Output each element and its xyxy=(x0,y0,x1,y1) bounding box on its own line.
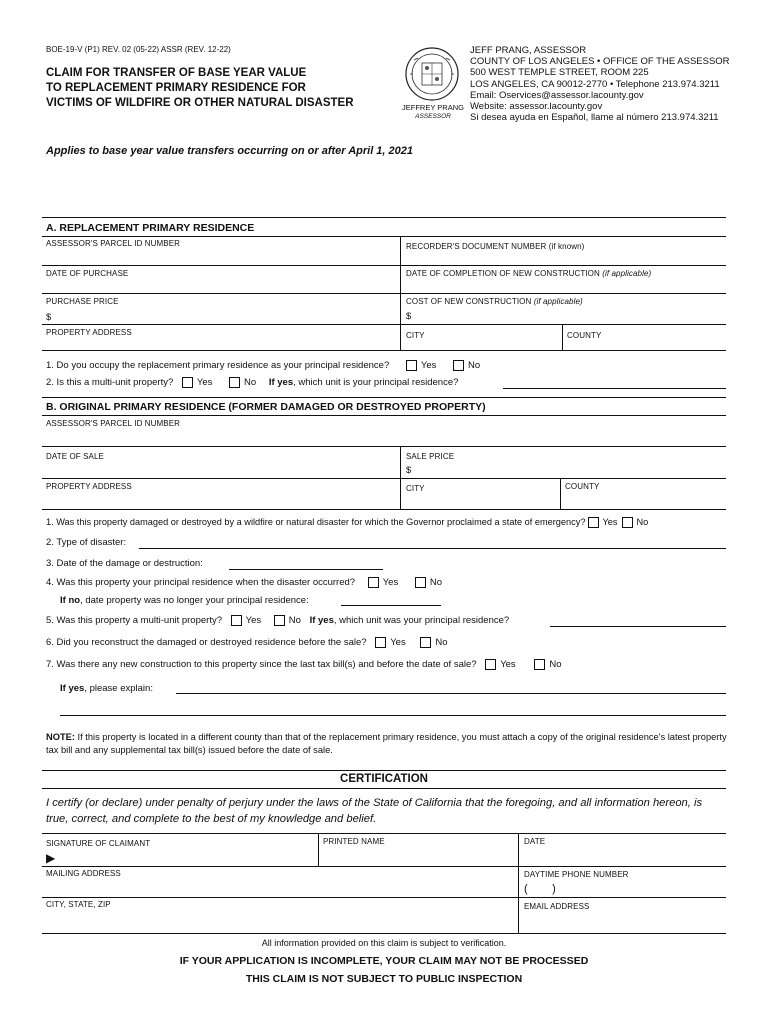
a-question-1: 1. Do you occupy the replacement primary residence as your principal residence? Yes No xyxy=(46,360,481,372)
a-q1-yes-checkbox[interactable] xyxy=(406,360,417,371)
a-recorder-label: RECORDER'S DOCUMENT NUMBER (if known) xyxy=(406,242,585,251)
city-state-zip-label: CITY, STATE, ZIP xyxy=(46,900,111,909)
signature-label: SIGNATURE OF CLAIMANT xyxy=(46,839,151,848)
a-purchase-dollar: $ xyxy=(46,312,52,323)
a-purchase-price-label: PURCHASE PRICE xyxy=(46,297,119,306)
date-label: DATE xyxy=(524,837,546,846)
b-date-sale-label: DATE OF SALE xyxy=(46,452,104,461)
form-id: BOE-19-V (P1) REV. 02 (05-22) ASSR (REV. 12-22) xyxy=(46,45,231,54)
certification-heading: CERTIFICATION xyxy=(340,773,428,785)
b-q6-no-checkbox[interactable] xyxy=(420,637,431,648)
b-question-2: 2. Type of disaster: xyxy=(46,537,127,548)
b-q7-yes-checkbox[interactable] xyxy=(485,659,496,670)
a-cost-dollar: $ xyxy=(406,311,412,322)
a-county-label: COUNTY xyxy=(567,331,602,340)
form-title: CLAIM FOR TRANSFER OF BASE YEAR VALUE TO REPLACEMENT PRIMARY RESIDENCE FOR VICTIMS OF WILDFIRE OR OTHER NATURAL DISASTER xyxy=(46,67,354,109)
b-damage-date-input[interactable] xyxy=(229,569,383,570)
b-county-label: COUNTY xyxy=(565,482,600,491)
b-q6-yes-checkbox[interactable] xyxy=(375,637,386,648)
county-seal-icon xyxy=(400,46,464,106)
b-question-3: 3. Date of the damage or destruction: xyxy=(46,558,203,569)
b-question-4b: If no, date property was no longer your principal residence: xyxy=(60,595,309,606)
b-city-label: CITY xyxy=(406,484,425,493)
a-q1-no-checkbox[interactable] xyxy=(453,360,464,371)
a-city-label: CITY xyxy=(406,331,425,340)
b-no-longer-date-input[interactable] xyxy=(341,605,441,606)
printed-name-label: PRINTED NAME xyxy=(323,837,385,846)
seal-caption: JEFFREY PRANG ASSESSOR xyxy=(402,103,464,120)
b-question-4: 4. Was this property your principal residence when the disaster occurred? Yes No xyxy=(46,577,443,589)
a-unit-input[interactable] xyxy=(503,388,726,389)
b-q5-yes-checkbox[interactable] xyxy=(231,615,242,626)
a-cost-new-label: COST OF NEW CONSTRUCTION (if applicable) xyxy=(406,297,583,306)
a-q2-no-checkbox[interactable] xyxy=(229,377,240,388)
section-b-heading: B. ORIGINAL PRIMARY RESIDENCE (FORMER DAMAGED OR DESTROYED PROPERTY) xyxy=(46,401,486,413)
b-address-label: PROPERTY ADDRESS xyxy=(46,482,132,491)
b-explain-input-2[interactable] xyxy=(60,715,726,716)
b-q4-no-checkbox[interactable] xyxy=(415,577,426,588)
office-block: JEFF PRANG, ASSESSOR COUNTY OF LOS ANGELES • OFFICE OF THE ASSESSOR 500 WEST TEMPLE STREET, ROOM 225 LOS ANGELES, CA 90012-2770 • Telephone 213.974.3211 Email: Oservices@assessor.lacounty.gov Website: assessor.lacounty.gov Si desea ayuda en Español, llame al número 213.974.3211 xyxy=(470,45,730,124)
b-q4-yes-checkbox[interactable] xyxy=(368,577,379,588)
b-question-6: 6. Did you reconstruct the damaged or destroyed residence before the sale? Yes No xyxy=(46,637,448,649)
a-address-label: PROPERTY ADDRESS xyxy=(46,328,132,337)
b-question-1: 1. Was this property damaged or destroyed by a wildfire or natural disaster for which the Governor proclaimed a state of emergency? Yes No xyxy=(46,517,649,527)
note-block: NOTE: If this property is located in a different county than that of the replacement primary residence, you must attach a copy of the original residence's latest property tax bill and any supplemental tax bill(s) issued before the date of sale. xyxy=(46,732,727,755)
signature-arrow-icon: ▶ xyxy=(46,851,56,865)
b-parcel-label: ASSESSOR'S PARCEL ID NUMBER xyxy=(46,419,181,428)
b-question-7b: If yes, please explain: xyxy=(60,683,153,694)
phone-label: DAYTIME PHONE NUMBER xyxy=(524,870,629,879)
b-q1-no-checkbox[interactable] xyxy=(622,517,633,528)
email-label: EMAIL ADDRESS xyxy=(524,902,590,911)
footer-verify: All information provided on this claim is subject to verification. xyxy=(261,938,507,948)
mailing-label: MAILING ADDRESS xyxy=(46,869,121,878)
b-q1-yes-checkbox[interactable] xyxy=(588,517,599,528)
footer-incomplete: IF YOUR APPLICATION IS INCOMPLETE, YOUR CLAIM MAY NOT BE PROCESSED xyxy=(179,955,589,967)
b-sale-price-label: SALE PRICE xyxy=(406,452,455,461)
b-q7-no-checkbox[interactable] xyxy=(534,659,545,670)
b-unit-input[interactable] xyxy=(550,626,726,627)
b-question-7: 7. Was there any new construction to this property since the last tax bill(s) and before the date of sale? Yes No xyxy=(46,659,562,671)
a-q2-yes-checkbox[interactable] xyxy=(182,377,193,388)
b-question-5: 5. Was this property a multi-unit property? Yes No If yes, which unit was your principal residence? xyxy=(46,615,510,627)
footer-public: THIS CLAIM IS NOT SUBJECT TO PUBLIC INSPECTION xyxy=(245,973,523,985)
a-question-2: 2. Is this a multi-unit property? Yes No If yes, which unit is your principal residence? xyxy=(46,377,459,389)
b-explain-input-1[interactable] xyxy=(176,693,726,694)
b-sale-dollar: $ xyxy=(406,465,412,476)
phone-paren: ( ) xyxy=(524,883,556,895)
section-a-heading: A. REPLACEMENT PRIMARY RESIDENCE xyxy=(46,222,255,234)
a-date-purchase-label: DATE OF PURCHASE xyxy=(46,269,129,278)
b-q5-no-checkbox[interactable] xyxy=(274,615,285,626)
a-parcel-label: ASSESSOR'S PARCEL ID NUMBER xyxy=(46,239,181,248)
a-date-completion-label: DATE OF COMPLETION OF NEW CONSTRUCTION (if applicable) xyxy=(406,269,652,278)
applies-note: Applies to base year value transfers occurring on or after April 1, 2021 xyxy=(46,145,414,157)
b-disaster-type-input[interactable] xyxy=(139,548,726,549)
certification-statement: I certify (or declare) under penalty of perjury under the laws of the State of California that the foregoing, and all information hereon, is true, correct, and complete to the best of my knowledge and belief. xyxy=(46,797,703,825)
